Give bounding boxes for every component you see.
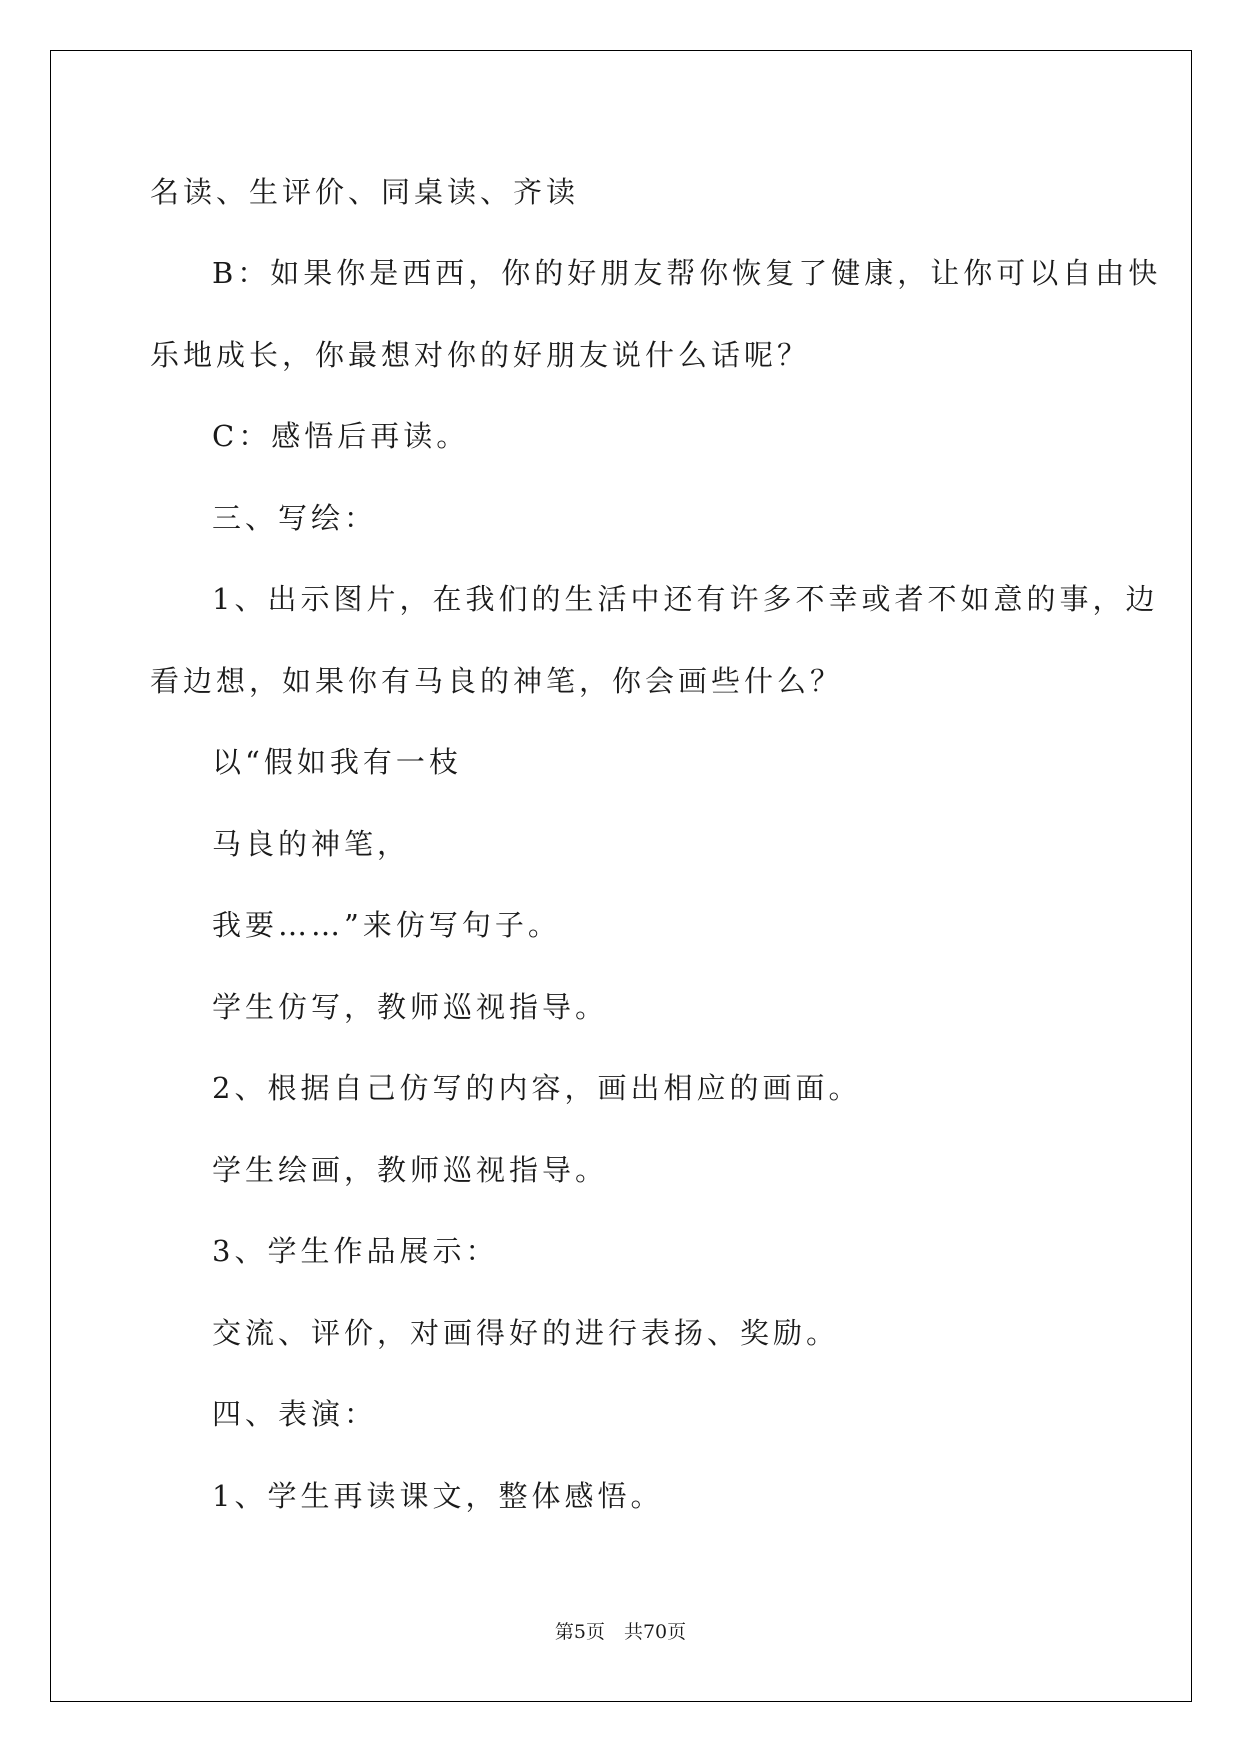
page-footer [0, 1620, 1241, 1644]
text-line: 马良的神笔， [212, 827, 411, 861]
text-line: 2、根据自己仿写的内容，画出相应的画面。 [212, 1071, 862, 1105]
text-line: 1、学生再读课文，整体感悟。 [212, 1479, 664, 1513]
text-line: 名读、生评价、同桌读、齐读 [150, 175, 580, 209]
text-line: C：感悟后再读。 [212, 419, 470, 453]
text-line: 我要……”来仿写句子。 [212, 908, 561, 942]
text-line: 学生仿写，教师巡视指导。 [212, 990, 609, 1024]
section-heading: 四、表演： [212, 1397, 378, 1431]
text-line: 学生绘画，教师巡视指导。 [212, 1153, 609, 1187]
text-line: 3、学生作品展示： [212, 1234, 499, 1268]
text-line: B：如果你是西西，你的好朋友帮你恢复了健康，让你可以自由快 [212, 256, 1162, 290]
page-number: 第5页 共70页 [554, 1621, 687, 1643]
text-line: 乐地成长，你最想对你的好朋友说什么话呢？ [150, 338, 811, 372]
page-border [50, 50, 1192, 1702]
text-line: 交流、评价，对画得好的进行表扬、奖励。 [212, 1316, 840, 1350]
text-line: 1、出示图片，在我们的生活中还有许多不幸或者不如意的事，边 [212, 582, 1159, 616]
text-line: 以“假如我有一枝 [212, 745, 462, 779]
section-heading: 三、写绘： [212, 501, 378, 535]
text-line: 看边想，如果你有马良的神笔，你会画些什么？ [150, 664, 844, 698]
